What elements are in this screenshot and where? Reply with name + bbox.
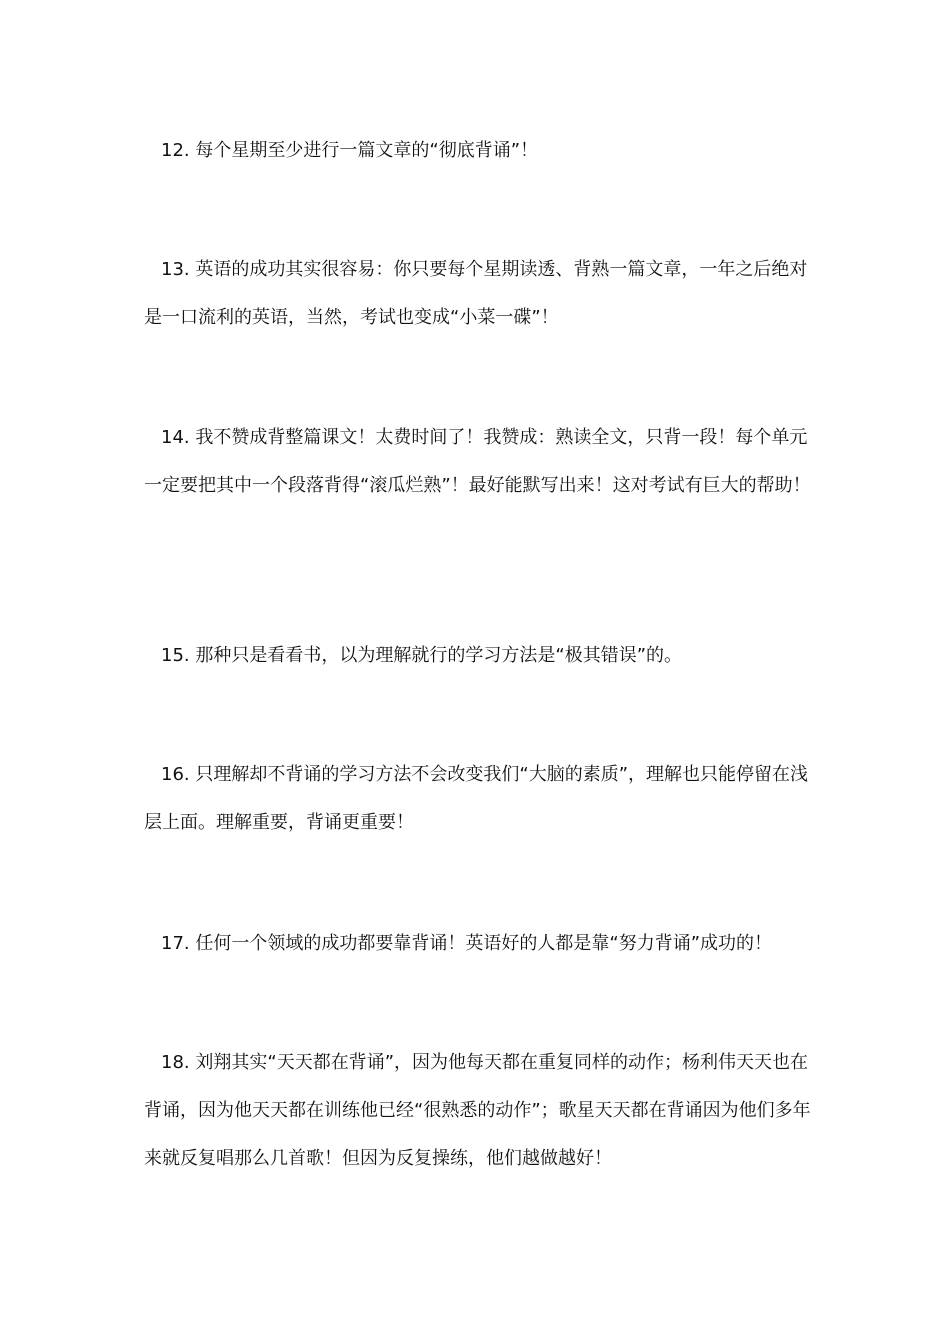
item-number: 17. <box>161 933 190 954</box>
item-number: 18. <box>161 1052 190 1073</box>
item-text: 刘翔其实“天天都在背诵”，因为他每天都在重复同样的动作；杨利伟天天也在背诵，因为他天天都在训练他已经“很熟悉的动作”；歌星天天都在背诵因为他们多年来就反复唱那么几首歌！但因为反复操练，他们越做越好！ <box>144 1052 811 1169</box>
item-text: 英语的成功其实很容易：你只要每个星期读透、背熟一篇文章，一年之后绝对是一口流利的英语，当然，考试也变成“小菜一碟”！ <box>144 259 808 328</box>
paragraph-13 <box>144 246 824 342</box>
item-text: 只理解却不背诵的学习方法不会改变我们“大脑的素质”，理解也只能停留在浅层上面。理解重要，背诵更重要！ <box>144 764 809 833</box>
paragraph-18 <box>144 1039 824 1183</box>
item-text: 那种只是看看书，以为理解就行的学习方法是“极其错误”的。 <box>195 645 683 666</box>
paragraph-16 <box>144 751 824 847</box>
item-number: 12. <box>161 140 190 161</box>
item-number: 15. <box>161 645 190 666</box>
item-text: 每个星期至少进行一篇文章的“彻底背诵”！ <box>195 140 539 161</box>
paragraph-14 <box>144 414 824 510</box>
item-text: 我不赞成背整篇课文！太费时间了！我赞成：熟读全文，只背一段！每个单元一定要把其中一个段落背得“滚瓜烂熟”！最好能默写出来！这对考试有巨大的帮助！ <box>144 427 811 496</box>
item-number: 13. <box>161 259 190 280</box>
paragraph-15 <box>144 632 824 680</box>
paragraph-17 <box>144 920 824 968</box>
paragraph-12 <box>144 127 824 175</box>
item-text: 任何一个领域的成功都要靠背诵！英语好的人都是靠“努力背诵”成功的！ <box>195 933 773 954</box>
item-number: 16. <box>161 764 190 785</box>
item-number: 14. <box>161 427 190 448</box>
